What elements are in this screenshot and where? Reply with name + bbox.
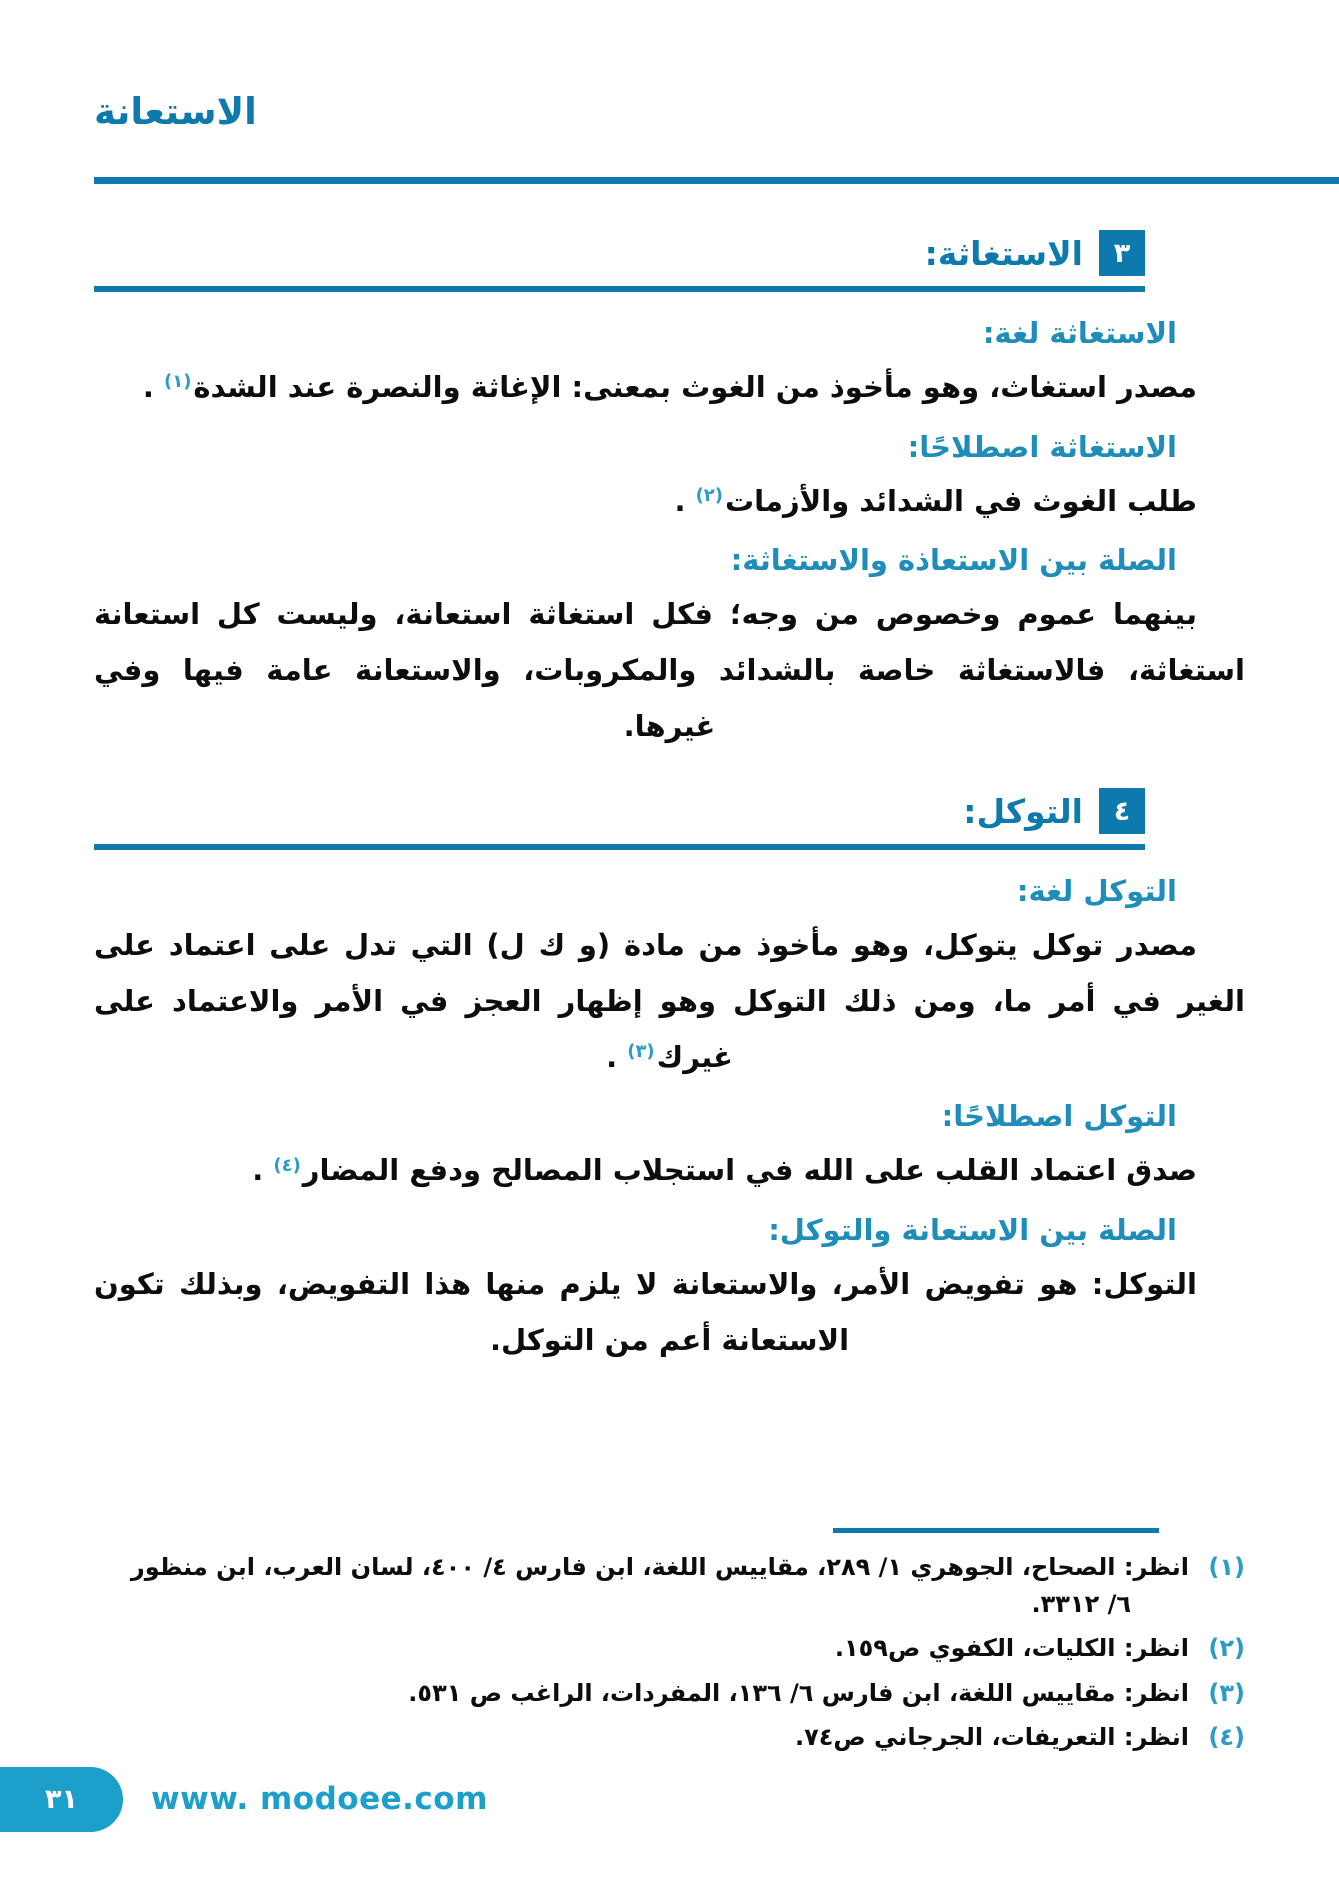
- section-rule: [94, 844, 1145, 850]
- footnote-number: (٤): [1208, 1722, 1245, 1751]
- paragraph-text: التوكل: هو تفويض الأمر، والاستعانة لا يلزم منها هذا التفويض، وبذلك تكون الاستعانة أعم من التوكل.: [94, 1267, 1197, 1357]
- footnote-number: (٢): [1208, 1634, 1245, 1663]
- paragraph-text: صدق اعتماد القلب على الله في استجلاب المصالح ودفع المضار: [302, 1153, 1197, 1188]
- paragraph-tail: .: [674, 483, 696, 518]
- paragraph-text: مصدر توكل يتوكل، وهو مأخوذ من مادة (و ك ل) التي تدل على اعتماد على الغير في أمر ما، ومن ذلك التوكل وهو إظهار العجز في الأمر والاعتماد على غيرك: [94, 928, 1245, 1074]
- subheading: الاستغاثة لغة:: [982, 316, 1177, 350]
- paragraph-text: طلب الغوث في الشدائد والأزمات: [724, 483, 1197, 518]
- paragraph: [94, 918, 1245, 1085]
- footnote-row: [94, 1549, 1245, 1623]
- footnote-line: انظر: مقاييس اللغة، ابن فارس ٦/ ١٣٦، المفردات، الراغب ص ٥٣١.: [408, 1678, 1189, 1707]
- footnote-marker: (٢): [695, 484, 723, 506]
- website-url: www. modoee.com: [151, 1781, 488, 1817]
- footnote-row: [94, 1630, 1245, 1667]
- paragraph: [94, 1257, 1245, 1368]
- footnote-marker: (٤): [273, 1154, 301, 1176]
- paragraph: [94, 360, 1245, 416]
- section-heading: [94, 788, 1145, 834]
- header-rule: [94, 177, 1339, 184]
- paragraph-tail: .: [252, 1153, 274, 1188]
- footnote-line: انظر: التعريفات، الجرجاني ص٧٤.: [794, 1722, 1189, 1751]
- subheading: الاستغاثة اصطلاحًا:: [907, 429, 1177, 464]
- footnote-row: [94, 1675, 1245, 1712]
- paragraph: [94, 474, 1245, 530]
- section-number-badge: ٣: [1099, 230, 1145, 276]
- footnote-text: [835, 1630, 1189, 1667]
- section-heading: [94, 230, 1145, 276]
- subheading: التوكل اصطلاحًا:: [941, 1099, 1177, 1134]
- subheading: التوكل لغة:: [1016, 874, 1177, 909]
- chapter-running-head: الاستعانة: [94, 90, 257, 133]
- footnote-number: (١): [1208, 1553, 1245, 1581]
- footnote-line: انظر: الصحاح، الجوهري ١/ ٢٨٩، مقاييس اللغة، ابن فارس ٤/ ٤٠٠، لسان العرب، ابن منظور: [130, 1553, 1189, 1581]
- paragraph-tail: .: [142, 370, 165, 404]
- footnotes-list: [94, 1549, 1245, 1756]
- subheading: الصلة بين الاستعاذة والاستغاثة:: [730, 543, 1177, 578]
- section-title: الاستغاثة:: [924, 233, 1083, 273]
- paragraph-text: بينهما عموم وخصوص من وجه؛ فكل استغاثة استعانة، وليست كل استعانة استغاثة، فالاستغاثة خاصة بالشدائد والمكروبات، والاستعانة عامة فيها وفي غيرها.: [94, 597, 1245, 743]
- section-rule: [94, 286, 1145, 292]
- footnote-number: (٣): [1208, 1678, 1245, 1707]
- page-number: ٣١: [45, 1784, 78, 1815]
- footnote-text: [131, 1549, 1189, 1623]
- footnote-marker: (١): [164, 371, 192, 393]
- footnote-row: [94, 1719, 1245, 1756]
- paragraph-text: مصدر استغاث، وهو مأخوذ من الغوث بمعنى: الإغاثة والنصرة عند الشدة: [193, 370, 1197, 404]
- footnotes-separator-rule: [833, 1528, 1159, 1533]
- paragraph: [94, 587, 1245, 754]
- footnote-line: ٦/ ٣٣١٢.: [1031, 1590, 1131, 1619]
- footnotes-area: [94, 1528, 1245, 1763]
- paragraph-tail: .: [606, 1039, 628, 1074]
- footnote-text: [795, 1719, 1189, 1756]
- footnote-marker: (٣): [627, 1040, 655, 1062]
- paragraph: [94, 1143, 1245, 1199]
- subheading: الصلة بين الاستعانة والتوكل:: [768, 1213, 1177, 1248]
- page-number-badge: [0, 1767, 123, 1832]
- main-content: [94, 230, 1245, 1374]
- section-number-badge: ٤: [1099, 788, 1145, 834]
- footnote-text: [408, 1675, 1189, 1712]
- footnote-line: انظر: الكليات، الكفوي ص١٥٩.: [834, 1634, 1189, 1663]
- section-title: التوكل:: [963, 791, 1083, 831]
